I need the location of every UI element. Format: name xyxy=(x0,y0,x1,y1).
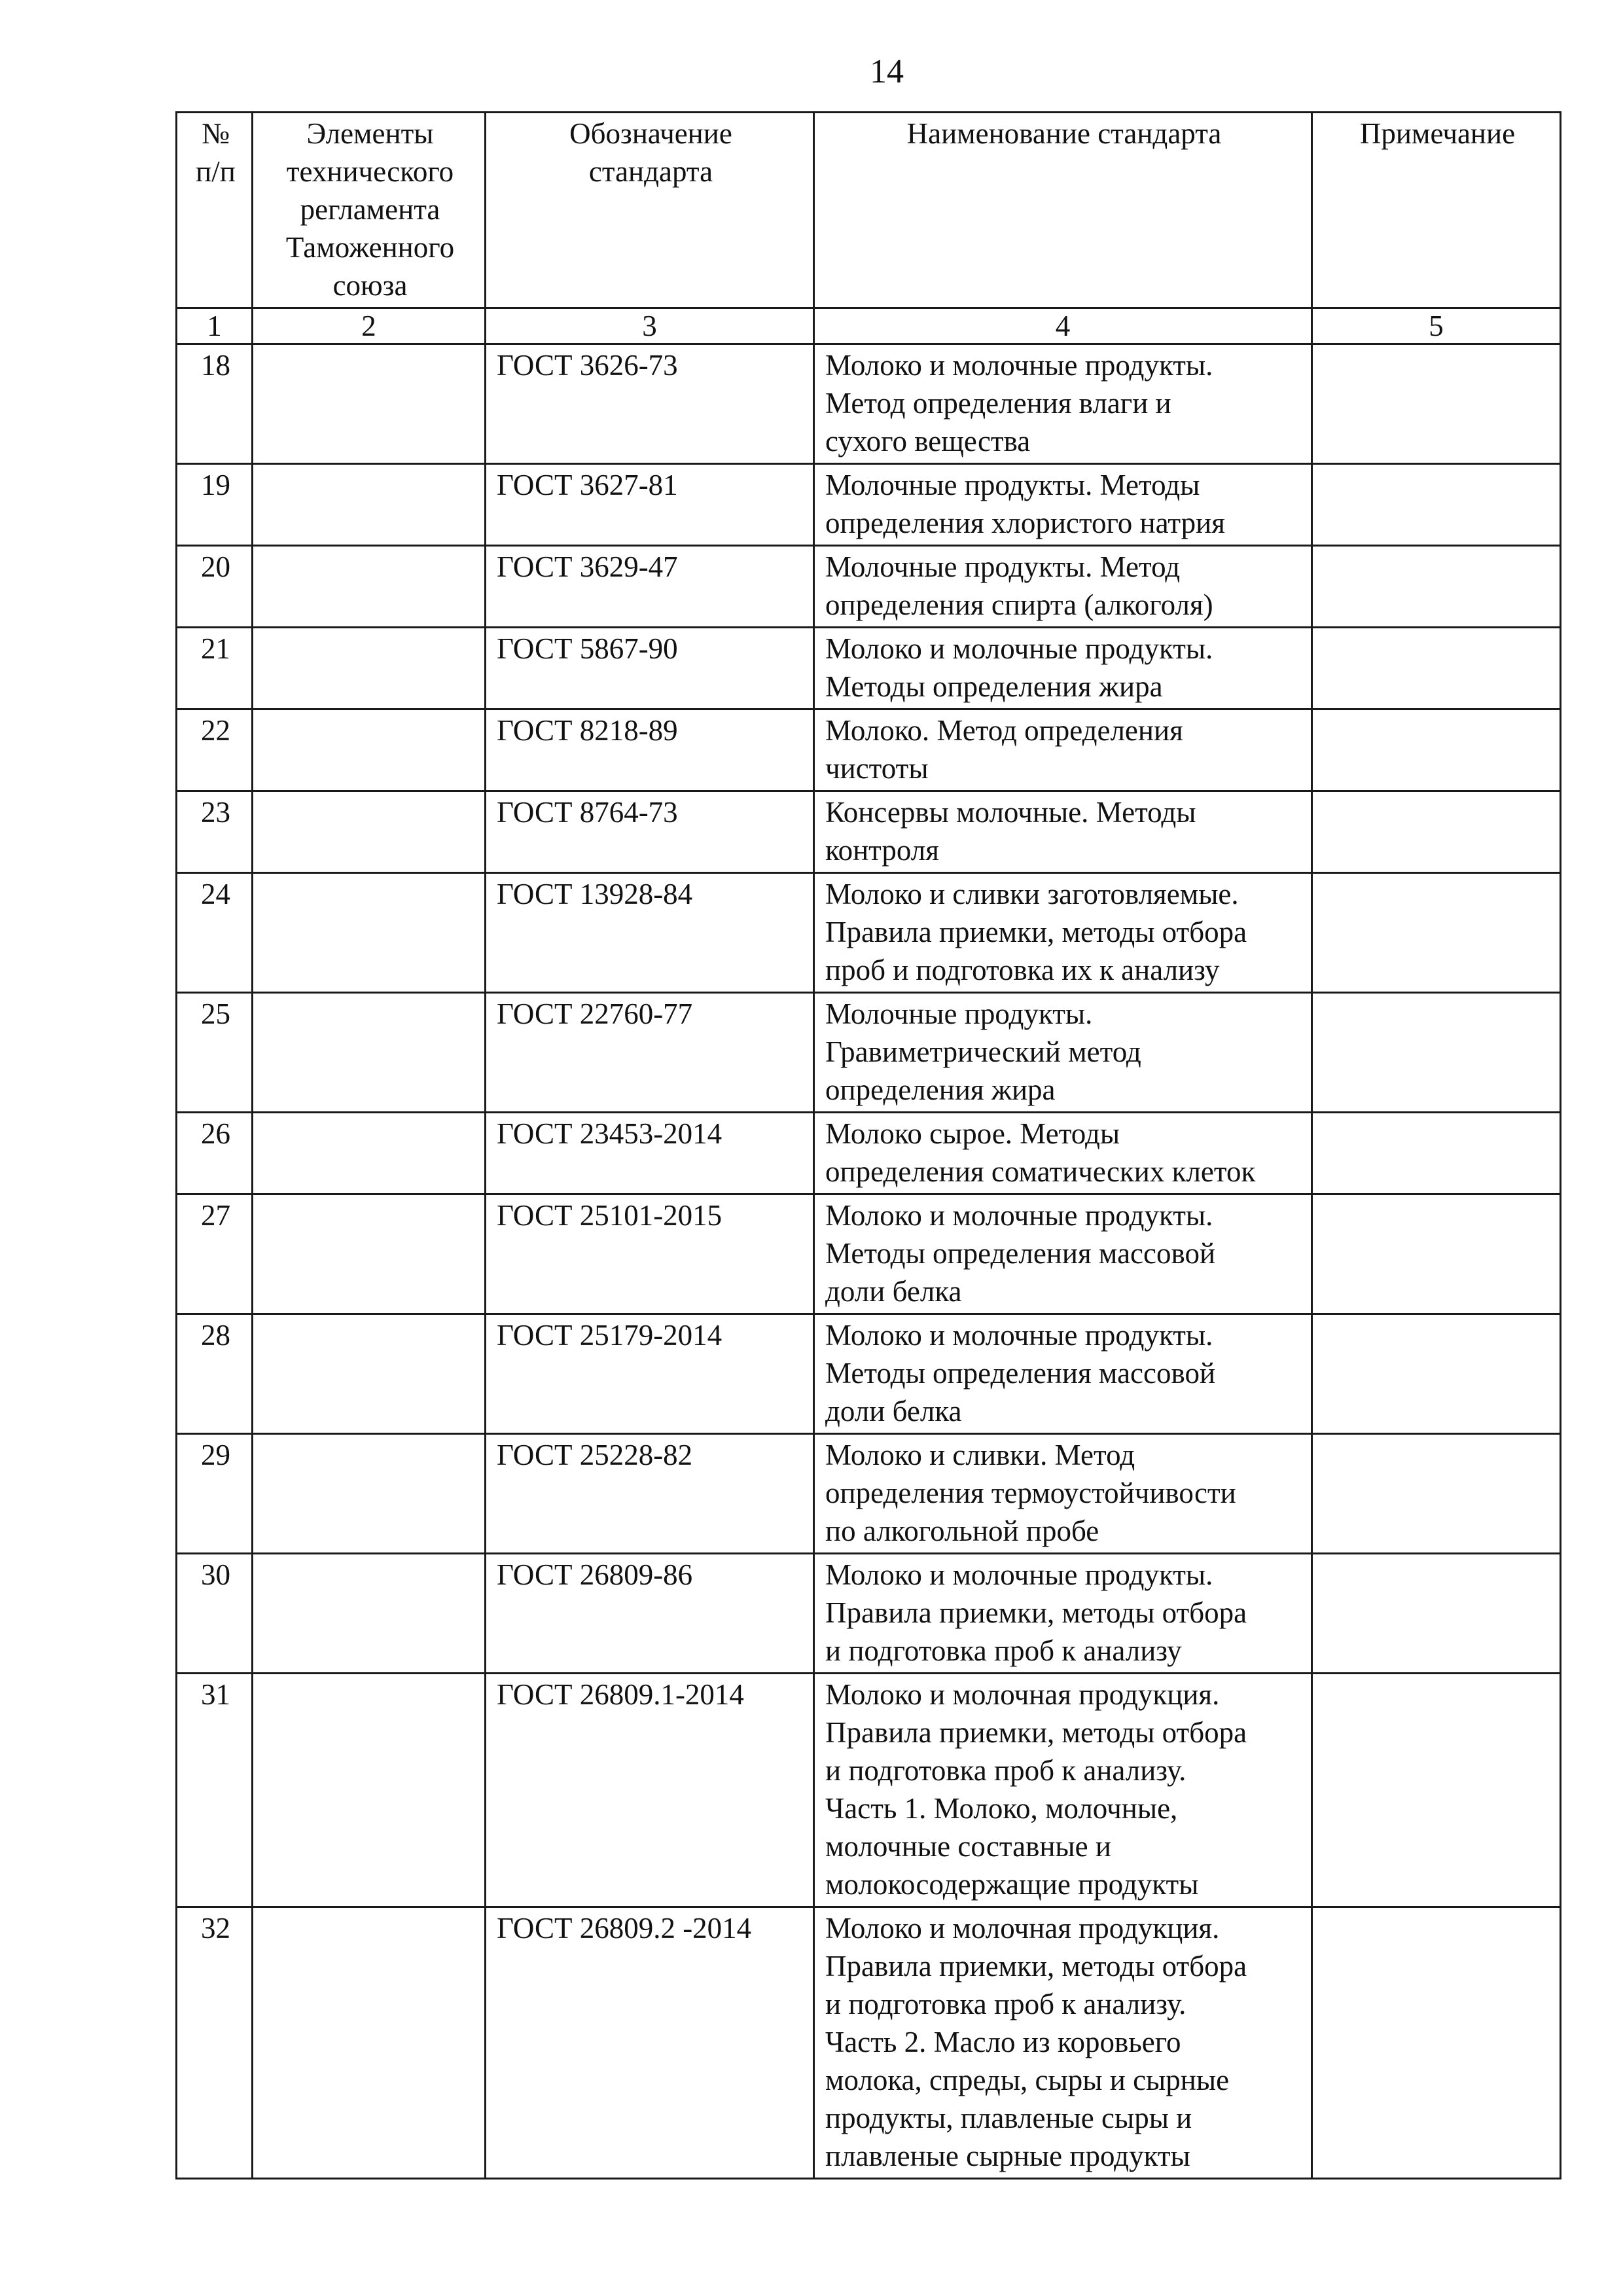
table-row xyxy=(177,1554,1561,1674)
row-note-cell xyxy=(1312,344,1561,464)
row-designation-cell: ГОСТ 23453-2014 xyxy=(486,1113,814,1194)
header-note xyxy=(1312,113,1561,308)
header-num-label: № п/п xyxy=(196,117,236,188)
row-number-cell: 23 xyxy=(177,791,253,873)
row-name-cell: Молоко и молочная продукция. Правила приемки, методы отбора и подготовка проб к анализу. Часть 1. Молоко, молочные, молочные составные и молокосодержащие продукты xyxy=(814,1674,1312,1907)
row-note-cell xyxy=(1312,1314,1561,1434)
row-note-cell xyxy=(1312,546,1561,628)
row-element-cell xyxy=(253,873,486,993)
standards-table xyxy=(175,111,1561,2179)
header-row xyxy=(177,113,1561,308)
row-name-cell: Молоко сырое. Методы определения соматических клеток xyxy=(814,1113,1312,1194)
row-number-cell: 21 xyxy=(177,628,253,709)
table-body xyxy=(177,344,1561,2179)
row-number-cell: 20 xyxy=(177,546,253,628)
row-designation-cell: ГОСТ 5867-90 xyxy=(486,628,814,709)
row-note-cell xyxy=(1312,1194,1561,1314)
table-row xyxy=(177,464,1561,546)
table-row xyxy=(177,1113,1561,1194)
row-designation-cell: ГОСТ 13928-84 xyxy=(486,873,814,993)
table-row xyxy=(177,791,1561,873)
table-row xyxy=(177,709,1561,791)
row-name-cell: Молоко и молочные продукты. Правила приемки, методы отбора и подготовка проб к анализу xyxy=(814,1554,1312,1674)
row-note-cell xyxy=(1312,1554,1561,1674)
column-number: 5 xyxy=(1312,308,1561,344)
row-note-cell xyxy=(1312,873,1561,993)
row-element-cell xyxy=(253,1907,486,2179)
row-designation-cell: ГОСТ 3629-47 xyxy=(486,546,814,628)
table-row xyxy=(177,873,1561,993)
row-number-cell: 31 xyxy=(177,1674,253,1907)
row-name-cell: Молоко и молочные продукты. Методы определения жира xyxy=(814,628,1312,709)
row-element-cell xyxy=(253,1113,486,1194)
row-note-cell xyxy=(1312,791,1561,873)
row-designation-cell: ГОСТ 25228-82 xyxy=(486,1434,814,1554)
table-row xyxy=(177,1674,1561,1907)
header-name-label: Наименование стандарта xyxy=(906,117,1222,150)
row-number-cell: 30 xyxy=(177,1554,253,1674)
row-note-cell xyxy=(1312,1674,1561,1907)
column-number: 3 xyxy=(486,308,814,344)
row-element-cell xyxy=(253,464,486,546)
row-number-cell: 28 xyxy=(177,1314,253,1434)
table-row xyxy=(177,628,1561,709)
row-designation-cell: ГОСТ 8764-73 xyxy=(486,791,814,873)
row-element-cell xyxy=(253,709,486,791)
row-name-cell: Молочные продукты. Метод определения спирта (алкоголя) xyxy=(814,546,1312,628)
row-element-cell xyxy=(253,1314,486,1434)
column-number: 1 xyxy=(177,308,253,344)
row-element-cell xyxy=(253,1554,486,1674)
row-name-cell: Консервы молочные. Методы контроля xyxy=(814,791,1312,873)
row-name-cell: Молоко и сливки. Метод определения термоустойчивости по алкогольной пробе xyxy=(814,1434,1312,1554)
row-name-cell: Молоко. Метод определения чистоты xyxy=(814,709,1312,791)
row-note-cell xyxy=(1312,464,1561,546)
column-number: 2 xyxy=(253,308,486,344)
row-designation-cell: ГОСТ 8218-89 xyxy=(486,709,814,791)
row-element-cell xyxy=(253,1434,486,1554)
row-note-cell xyxy=(1312,1434,1561,1554)
row-number-cell: 25 xyxy=(177,993,253,1113)
table-row xyxy=(177,1434,1561,1554)
row-designation-cell: ГОСТ 26809.1-2014 xyxy=(486,1674,814,1907)
row-note-cell xyxy=(1312,628,1561,709)
row-number-cell: 19 xyxy=(177,464,253,546)
row-element-cell xyxy=(253,1674,486,1907)
row-note-cell xyxy=(1312,1907,1561,2179)
row-element-cell xyxy=(253,344,486,464)
row-designation-cell: ГОСТ 3627-81 xyxy=(486,464,814,546)
row-number-cell: 32 xyxy=(177,1907,253,2179)
row-number-cell: 18 xyxy=(177,344,253,464)
row-name-cell: Молочные продукты. Методы определения хлористого натрия xyxy=(814,464,1312,546)
header-note-label: Примечание xyxy=(1359,117,1516,150)
column-number-row xyxy=(177,308,1561,344)
table-row xyxy=(177,344,1561,464)
row-note-cell xyxy=(1312,1113,1561,1194)
header-designation-label: Обозначение стандарта xyxy=(569,117,732,188)
row-designation-cell: ГОСТ 26809.2 -2014 xyxy=(486,1907,814,2179)
row-element-cell xyxy=(253,791,486,873)
row-name-cell: Молоко и молочная продукция. Правила приемки, методы отбора и подготовка проб к анализу. Часть 2. Масло из коровьего молока, спреды, сыры и сырные продукты, плавленые сыры и плавленые сырные продукты xyxy=(814,1907,1312,2179)
header-num xyxy=(177,113,253,308)
header-elements xyxy=(253,113,486,308)
table-row xyxy=(177,993,1561,1113)
row-element-cell xyxy=(253,1194,486,1314)
table-row xyxy=(177,546,1561,628)
table-row xyxy=(177,1314,1561,1434)
row-designation-cell: ГОСТ 22760-77 xyxy=(486,993,814,1113)
row-element-cell xyxy=(253,546,486,628)
page-number: 14 xyxy=(870,53,904,90)
row-element-cell xyxy=(253,993,486,1113)
row-designation-cell: ГОСТ 26809-86 xyxy=(486,1554,814,1674)
row-name-cell: Молоко и молочные продукты. Методы определения массовой доли белка xyxy=(814,1194,1312,1314)
row-number-cell: 26 xyxy=(177,1113,253,1194)
header-name xyxy=(814,113,1312,308)
row-note-cell xyxy=(1312,709,1561,791)
row-number-cell: 27 xyxy=(177,1194,253,1314)
row-name-cell: Молоко и молочные продукты. Методы определения массовой доли белка xyxy=(814,1314,1312,1434)
table-row xyxy=(177,1194,1561,1314)
row-designation-cell: ГОСТ 25101-2015 xyxy=(486,1194,814,1314)
row-number-cell: 24 xyxy=(177,873,253,993)
row-element-cell xyxy=(253,628,486,709)
row-name-cell: Молочные продукты. Гравиметрический метод определения жира xyxy=(814,993,1312,1113)
column-number: 4 xyxy=(814,308,1312,344)
row-designation-cell: ГОСТ 3626-73 xyxy=(486,344,814,464)
row-name-cell: Молоко и молочные продукты. Метод определения влаги и сухого вещества xyxy=(814,344,1312,464)
header-elements-label: Элементы технического регламента Таможенного союза xyxy=(285,117,455,302)
row-note-cell xyxy=(1312,993,1561,1113)
header-designation xyxy=(486,113,814,308)
table-row xyxy=(177,1907,1561,2179)
row-name-cell: Молоко и сливки заготовляемые. Правила приемки, методы отбора проб и подготовка их к анализу xyxy=(814,873,1312,993)
row-number-cell: 22 xyxy=(177,709,253,791)
row-designation-cell: ГОСТ 25179-2014 xyxy=(486,1314,814,1434)
row-number-cell: 29 xyxy=(177,1434,253,1554)
